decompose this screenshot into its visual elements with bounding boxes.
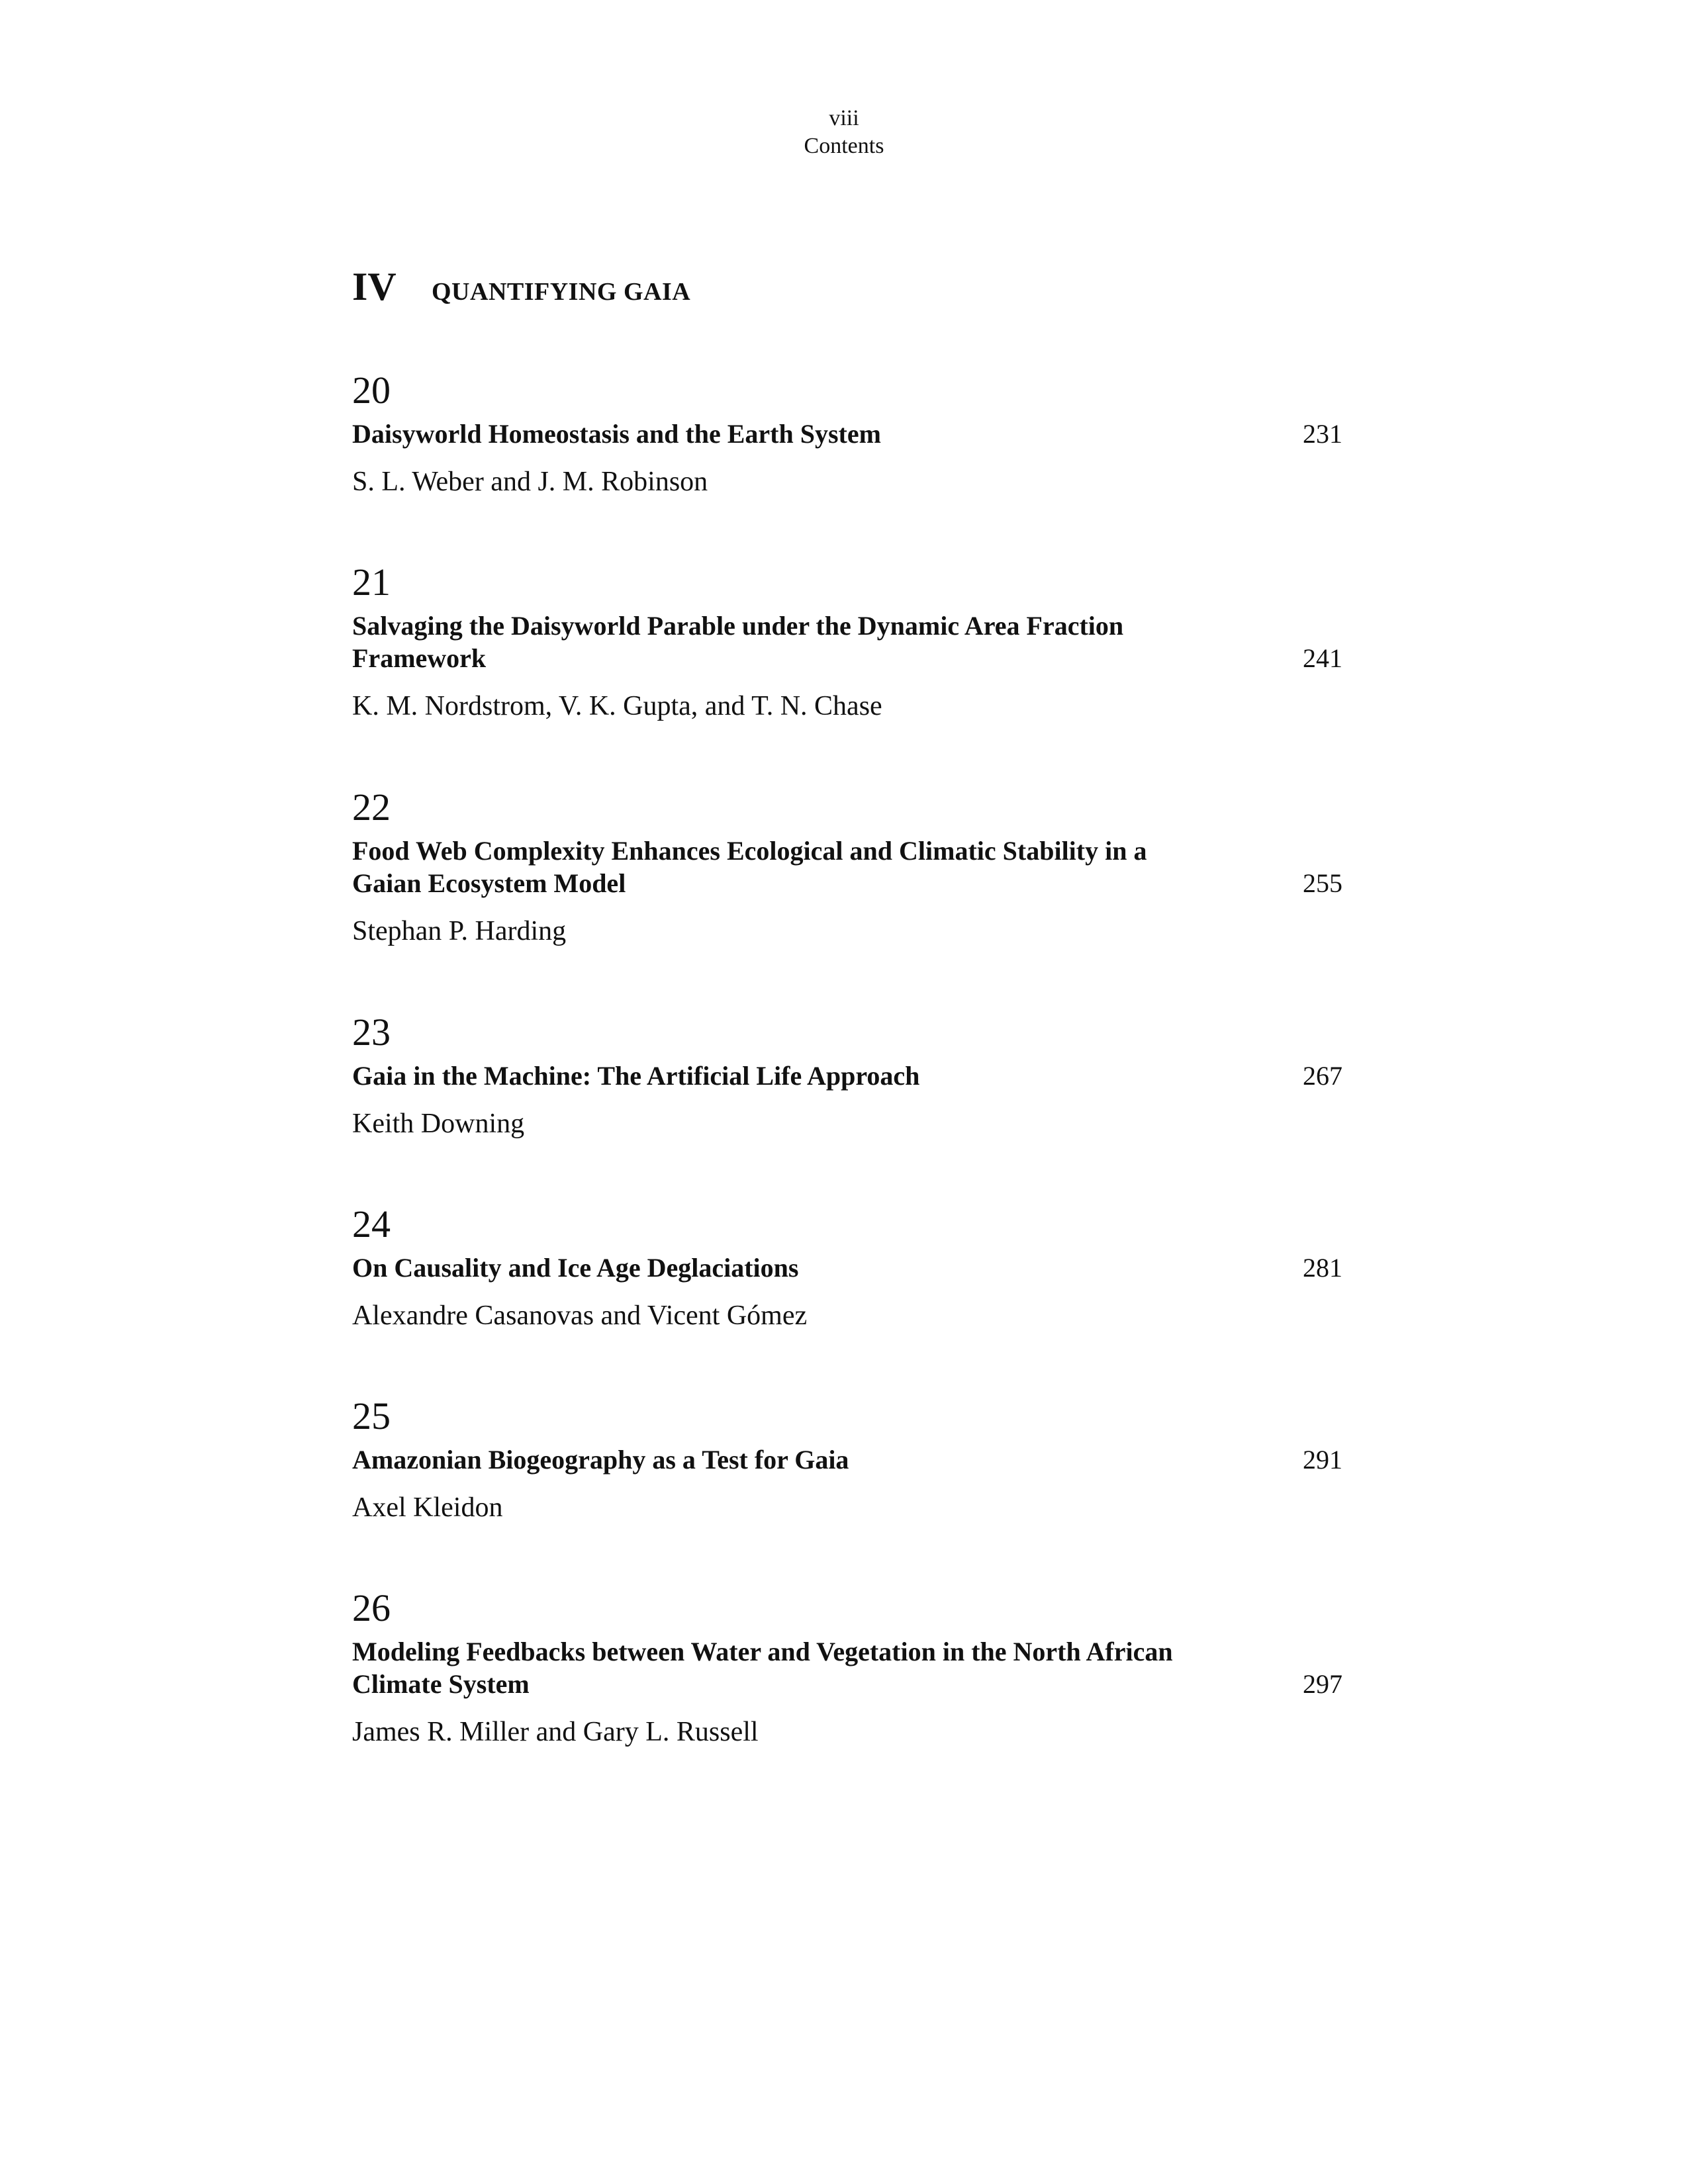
page-label: viii [829, 106, 859, 130]
chapter-authors: Keith Downing [352, 1109, 525, 1139]
running-head [0, 105, 1688, 160]
page-number[interactable]: 241 [1303, 643, 1342, 673]
contents-list [352, 367, 1342, 1810]
chapter-authors: S. L. Weber and J. M. Robinson [352, 467, 708, 497]
contents-entry-20[interactable] [352, 367, 1342, 559]
running-head-section: Contents [804, 134, 884, 158]
chapter-title[interactable]: Amazonian Biogeography as a Test for Gaia [352, 1445, 849, 1475]
chapter-title[interactable]: Salvaging the Daisyworld Parable under the Dynamic Area Fraction Framework [352, 611, 1124, 673]
chapter-number: 21 [352, 561, 391, 604]
part-number: IV [352, 265, 397, 308]
chapter-authors: K. M. Nordstrom, V. K. Gupta, and T. N. Chase [352, 691, 882, 721]
contents-entry-24[interactable] [352, 1201, 1342, 1393]
page-number[interactable]: 267 [1303, 1061, 1342, 1091]
chapter-number: 23 [352, 1011, 391, 1054]
chapter-number: 20 [352, 369, 391, 412]
chapter-number: 24 [352, 1203, 391, 1246]
chapter-authors: James R. Miller and Gary L. Russell [352, 1717, 759, 1747]
page-number[interactable]: 291 [1303, 1445, 1342, 1475]
chapter-title[interactable]: Gaia in the Machine: The Artificial Life Approach [352, 1061, 920, 1091]
chapter-number: 22 [352, 786, 391, 829]
contents-entry-22[interactable] [352, 784, 1342, 1009]
chapter-title[interactable]: Food Web Complexity Enhances Ecological and Climatic Stability in a Gaian Ecosystem Model [352, 836, 1147, 898]
part-title: QUANTIFYING GAIA [432, 278, 691, 306]
chapter-authors: Stephan P. Harding [352, 916, 567, 946]
chapter-title[interactable]: Modeling Feedbacks between Water and Vegetation in the North African Climate System [352, 1637, 1173, 1699]
chapter-title[interactable]: On Causality and Ice Age Deglaciations [352, 1253, 799, 1283]
chapter-number: 25 [352, 1394, 391, 1437]
contents-entry-26[interactable] [352, 1585, 1342, 1810]
page-number[interactable]: 281 [1303, 1253, 1342, 1283]
page-number[interactable]: 231 [1303, 419, 1342, 449]
contents-entry-25[interactable] [352, 1393, 1342, 1585]
chapter-number: 26 [352, 1586, 391, 1629]
contents-entry-23[interactable] [352, 1009, 1342, 1201]
page-number[interactable]: 297 [1303, 1669, 1342, 1699]
contents-entry-21[interactable] [352, 559, 1342, 784]
chapter-title[interactable]: Daisyworld Homeostasis and the Earth System [352, 419, 881, 449]
part-heading [352, 263, 690, 315]
chapter-authors: Alexandre Casanovas and Vicent Gómez [352, 1300, 808, 1331]
chapter-authors: Axel Kleidon [352, 1492, 503, 1523]
page-number[interactable]: 255 [1303, 868, 1342, 898]
